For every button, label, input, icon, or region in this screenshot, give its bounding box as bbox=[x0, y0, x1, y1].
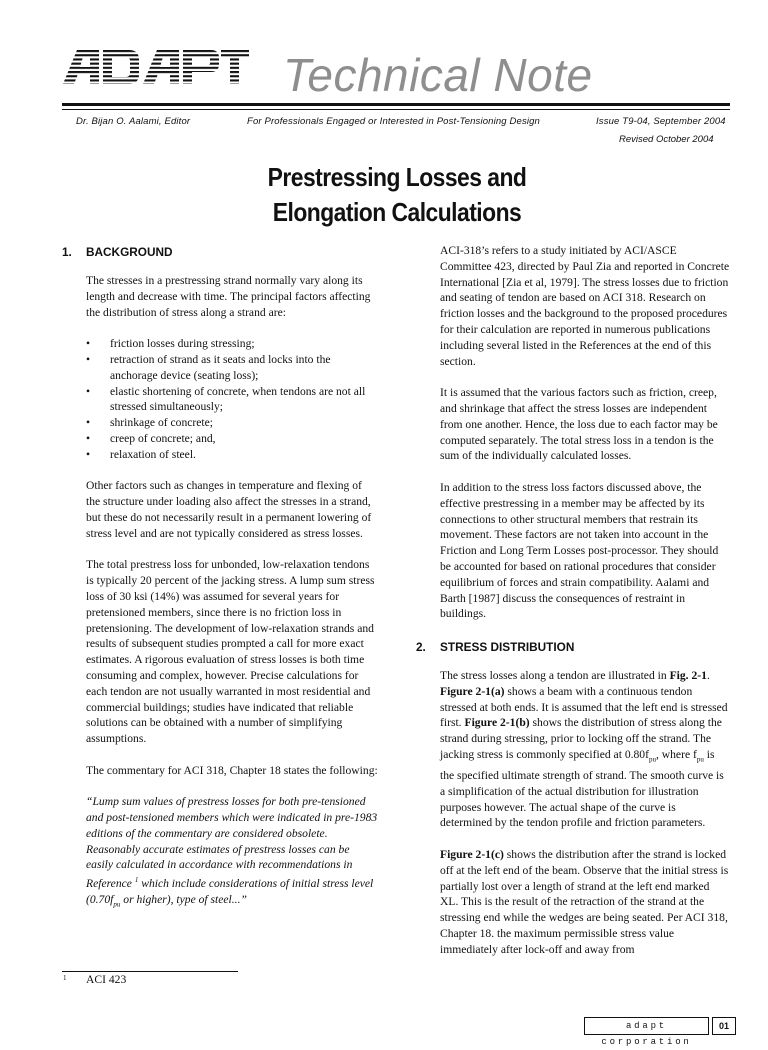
list-item: • friction losses during stressing; bbox=[86, 336, 378, 352]
list-item: • elastic shortening of concrete, when tendons are not all stressed simultaneously; bbox=[86, 384, 378, 416]
paragraph: ACI-318’s refers to a study initiated by ACI/ASCE Committee 423, directed by Paul Zia and reported in Concrete International [Zia et al, 1979]. The stress losses due to friction and seating of tendon are based on ACI 318. Research on friction losses and the background to the proposed procedures for their calculation are reported in numerous publications including several listed in the References at the end of this section. bbox=[440, 244, 730, 368]
issue-info: Issue T9-04, September 2004 bbox=[596, 116, 726, 127]
section-title: STRESS DISTRIBUTION bbox=[440, 639, 575, 654]
paragraph: In addition to the stress loss factors discussed above, the effective prestressing in a member may be affected by its connections to other structural members that restrain its movement. These factors are not taken into account in the Friction and Long Term Losses post-processor. They should be accounted for based on rational procedures that consider equilibrium of forces and strain compatibility. Aalami and Barth [1987] discuss the consequences of restraint in buildings. bbox=[440, 480, 719, 621]
paragraph: The commentary for ACI 318, Chapter 18 states the following: bbox=[86, 763, 378, 777]
adapt-logo bbox=[63, 50, 249, 84]
paragraph: The stresses in a prestressing strand normally vary along its length and decrease with time. The principal factors affecting the distribution of stress along a strand are: bbox=[86, 274, 371, 319]
section-number: 1. bbox=[62, 245, 72, 259]
masthead-rule-thin bbox=[62, 109, 730, 110]
paragraph: The stress losses along a tendon are illustrated in Fig. 2-1. Figure 2-1(a) shows a beam with a continuous tendon stressed at both ends. It is assumed that the left end is stressed first. Figure 2-1(b) shows the distribution of stress along the strand during stressing, prior to locking off the strand. The jacking stress is commonly specified at $0.80f_{pu}$, where $f_{pu}$ is the specified ultimate strength of strand. The smooth curve is a simplification of the actual distribution for illustration purposes however. The actual shape of the curve is determined by the tendon profile and friction parameters. bbox=[440, 668, 728, 830]
page-number: 01 bbox=[712, 1017, 736, 1035]
section-number: 2. bbox=[416, 639, 426, 654]
footnote-rule bbox=[62, 971, 238, 972]
list-item: • creep of concrete; and, bbox=[86, 431, 378, 447]
footnote-mark: 1 bbox=[63, 974, 67, 982]
figure-reference: Figure 2-1(c) bbox=[440, 848, 504, 861]
right-column bbox=[416, 243, 730, 973]
list-item: • retraction of strand as it seats and locks into the anchorage device (seating loss); bbox=[86, 352, 378, 384]
editor-credit: Dr. Bijan O. Aalami, Editor bbox=[76, 116, 191, 127]
section-2-heading bbox=[416, 638, 730, 656]
aci-commentary-quote: “Lump sum values of prestress losses for both pre-tensioned and post-tensioned members which were indicated in pre-1983 editions of the commentary are considered obsolete. Reasonably accurate estimates of prestress losses can be easily calculated in accordance with recommendations in Reference $^1$ which include considerations of initial stress level ($0.70f_{pu}$ or higher), type of steel...” bbox=[86, 795, 378, 909]
section-1-heading bbox=[62, 243, 378, 261]
masthead-rule bbox=[62, 103, 730, 106]
technical-note-title: Technical Note bbox=[283, 49, 593, 101]
footer-company: adapt corporation bbox=[584, 1017, 709, 1035]
paragraph: Other factors such as changes in temperature and flexing of the structure under loading also affect the stresses in a strand, but these do not necessarily result in a permanent lowering of stress level and are not typically considered as stress losses. bbox=[86, 479, 372, 540]
section-title: BACKGROUND bbox=[86, 245, 173, 259]
paragraph: It is assumed that the various factors such as friction, creep, and shrinkage that affect the stress losses are independent from one another. Hence, the loss due to each factor may be computed separately. The total stress loss in a tendon is the sum of the individually calculated losses. bbox=[440, 386, 718, 463]
loss-factor-list bbox=[86, 336, 378, 462]
left-column bbox=[62, 243, 378, 929]
paragraph: The total prestress loss for unbonded, low-relaxation tendons is typically 20 percent of the jacking stress. A lump sum stress loss of 30 ksi (14%) was assumed for several years for pretensioned members, since there is no friction loss in pretensioning. The development of low-relaxation strands and results of subsequent studies prompted a call for more exact estimates. A rigorous evaluation of stress losses is both time consuming and complex, however. Precise calculations for each tendon are not usually warranted in most residential and commercial buildings; studies have indicated that reliable solutions can be obtained with a number of simplifying assumptions. bbox=[86, 558, 375, 746]
footnote-text: ACI 423 bbox=[86, 973, 127, 986]
revised-date: Revised October 2004 bbox=[619, 134, 714, 145]
list-item: • shrinkage of concrete; bbox=[86, 415, 378, 431]
figure-reference: Fig. 2-1 bbox=[669, 668, 707, 682]
figure-reference: Figure 2-1(a) bbox=[440, 684, 505, 698]
paragraph: Figure 2-1(c) shows the distribution after the strand is locked off at the left end of the beam. Observe that the initial stress is partially lost over a length of strand at the left end marked XL. This is the result of the retraction of the strand at the stressing end while the wedges are being seated. Per ACI 318, Chapter 18. the maximum permissible stress value immediately after lock-off and away from bbox=[440, 848, 729, 956]
document-title-line1: Prestressing Losses and bbox=[267, 162, 527, 192]
list-item: • relaxation of steel. bbox=[86, 447, 378, 463]
document-title-line2: Elongation Calculations bbox=[272, 197, 522, 227]
figure-reference: Figure 2-1(b) bbox=[464, 716, 530, 730]
tagline: For Professionals Engaged or Interested in Post-Tensioning Design bbox=[247, 116, 540, 127]
